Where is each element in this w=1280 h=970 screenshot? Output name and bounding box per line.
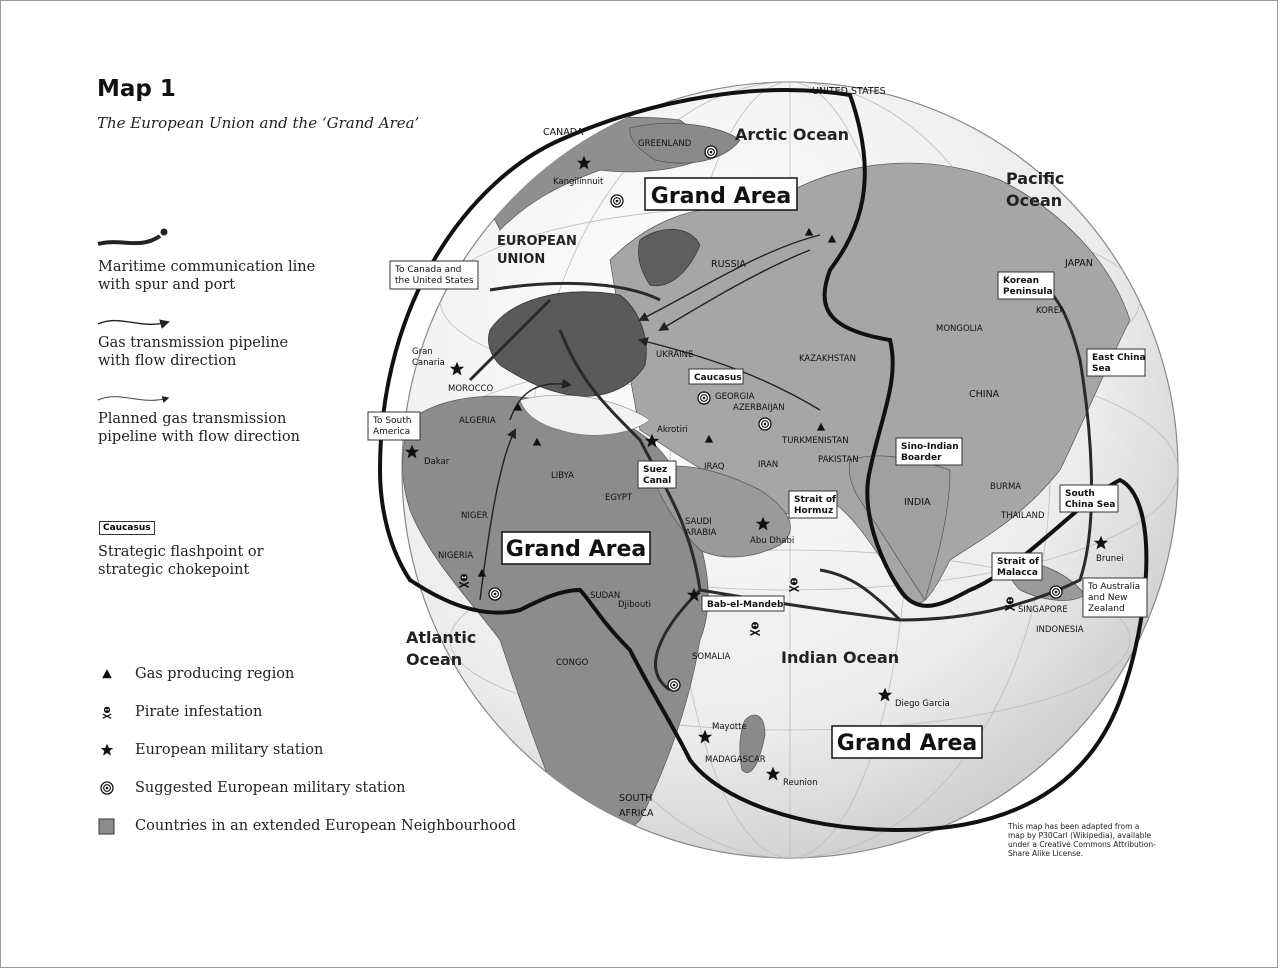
box-south-china-1: South (1065, 489, 1095, 499)
legend-suggested: Suggested European military station (135, 780, 406, 796)
place-congo: CONGO (556, 658, 589, 668)
place-dakar: Dakar (424, 457, 450, 467)
legend-planned-line1: Planned gas transmission (98, 411, 287, 427)
box-south-china-2: China Sea (1065, 500, 1116, 510)
box-korean-2: Peninsula (1003, 287, 1053, 297)
place-greenland: GREENLAND (638, 139, 692, 149)
place-south-africa-2: AFRICA (619, 808, 654, 819)
box-sino-indian-1: Sino-Indian (901, 442, 959, 452)
legend-gas-line1: Gas transmission pipeline (98, 335, 289, 351)
place-sudan: SUDAN (590, 591, 621, 601)
place-iraq: IRAQ (704, 462, 725, 472)
place-algeria: ALGERIA (459, 416, 496, 426)
place-kazakhstan: KAZAKHSTAN (799, 354, 856, 364)
target-icon (668, 679, 680, 691)
legend-triangle-icon (102, 669, 112, 678)
place-china: CHINA (969, 389, 1000, 400)
box-to-south-america-2: America (373, 427, 411, 437)
box-malacca-2: Malacca (997, 568, 1038, 578)
box-to-south-america-1: To South (373, 416, 412, 426)
target-icon (698, 392, 710, 404)
place-japan: JAPAN (1065, 258, 1093, 269)
legend-planned-line2: pipeline with flow direction (98, 429, 300, 445)
place-kangilinnuit: Kangilinnuit (553, 177, 604, 187)
place-azerbaijan: AZERBAIJAN (733, 403, 785, 413)
target-icon (1050, 586, 1062, 598)
legend-flashpoint-box: Caucasus (99, 521, 155, 535)
box-suez-1: Suez (643, 465, 668, 475)
legend-neighbourhood-swatch (99, 819, 114, 834)
box-to-canada-2: the United States (395, 276, 474, 286)
target-icon (759, 418, 771, 430)
place-nigeria: NIGERIA (438, 551, 474, 561)
map-title: Map 1 (97, 76, 176, 102)
box-east-china-2: Sea (1092, 364, 1111, 374)
box-east-china-1: East China (1092, 353, 1146, 363)
place-thailand: THAILAND (1001, 511, 1045, 521)
box-to-australia-1: To Australia (1088, 582, 1141, 592)
atlantic-ocean-label-1: Atlantic (406, 628, 477, 647)
place-morocco: MOROCCO (448, 384, 494, 394)
box-hormuz-1: Strait of (794, 495, 836, 505)
indian-ocean-label: Indian Ocean (781, 648, 900, 667)
place-us: UNITED STATES (812, 86, 886, 97)
legend-flash-line2: strategic chokepoint (98, 562, 250, 578)
place-diego-garcia: Diego Garcia (895, 699, 950, 709)
box-to-canada-1: To Canada and (395, 265, 462, 275)
place-mongolia: MONGOLIA (936, 324, 983, 334)
place-canada: CANADA (543, 127, 584, 138)
target-icon (489, 588, 501, 600)
legend-symbols (98, 229, 168, 835)
place-korea: KOREA (1036, 306, 1065, 316)
place-akrotiri: Akrotiri (657, 425, 688, 435)
target-icon (705, 146, 717, 158)
grand-area-label-africa: Grand Area (505, 537, 647, 562)
target-icon (611, 195, 623, 207)
place-mayotte: Mayotte (712, 722, 747, 732)
legend-station: European military station (135, 742, 324, 758)
box-malacca-1: Strait of (997, 557, 1039, 567)
pacific-ocean-label-1: Pacific (1006, 169, 1065, 188)
credit-note: This map has been adapted from a map by P30Carl (Wikipedia), available under a Creative Commons Attribution-Share Alike License. (1008, 822, 1156, 858)
legend-skull-icon (103, 707, 111, 719)
legend-star-icon (101, 744, 114, 756)
place-brunei: Brunei (1096, 554, 1124, 564)
place-saudi-2: ARABIA (685, 528, 717, 538)
place-saudi-1: SAUDI (685, 517, 712, 527)
place-india: INDIA (904, 497, 931, 508)
legend-maritime-line1: Maritime communication line (98, 259, 316, 275)
legend-pirate: Pirate infestation (135, 704, 263, 720)
legend-gas-region: Gas producing region (135, 666, 295, 682)
place-iran: IRAN (758, 460, 779, 470)
box-caucasus: Caucasus (694, 373, 742, 383)
place-libya: LIBYA (551, 471, 574, 481)
place-georgia: GEORGIA (715, 392, 755, 402)
place-turkmenistan: TURKMENISTAN (782, 436, 849, 446)
grand-area-label-north: Grand Area (650, 184, 792, 209)
place-abu-dhabi: Abu Dhabi (750, 536, 795, 546)
place-south-africa-1: SOUTH (619, 793, 653, 804)
box-to-australia-2: and New (1088, 593, 1128, 603)
place-reunion: Reunion (783, 778, 818, 788)
eu-label-2: UNION (497, 252, 546, 267)
pacific-ocean-label-2: Ocean (1006, 191, 1063, 210)
place-burma: BURMA (990, 482, 1022, 492)
place-djibouti: Djibouti (618, 600, 651, 610)
place-niger: NIGER (461, 511, 488, 521)
arctic-ocean-label: Arctic Ocean (734, 125, 850, 144)
grand-area-label-indian: Grand Area (836, 731, 978, 756)
box-to-australia-3: Zealand (1088, 604, 1125, 614)
box-suez-2: Canal (643, 476, 672, 486)
legend-gas-line2: with flow direction (98, 353, 237, 369)
place-gran-canaria-1: Gran (412, 347, 433, 357)
legend-neighbourhood: Countries in an extended European Neighbourhood (135, 818, 516, 834)
place-singapore: SINGAPORE (1018, 605, 1068, 615)
place-somalia: SOMALIA (692, 652, 731, 662)
place-indonesia: INDONESIA (1036, 625, 1084, 635)
atlantic-ocean-label-2: Ocean (406, 650, 463, 669)
box-korean-1: Korean (1003, 276, 1040, 286)
legend-target-icon (101, 782, 113, 794)
map-subtitle: The European Union and the ‘Grand Area’ (97, 114, 420, 132)
place-egypt: EGYPT (605, 493, 633, 503)
box-hormuz-2: Hormuz (794, 506, 834, 516)
place-pakistan: PAKISTAN (818, 455, 859, 465)
place-russia: RUSSIA (711, 259, 746, 270)
legend-flash-line1: Strategic flashpoint or (98, 544, 264, 560)
place-madagascar: MADAGASCAR (705, 755, 766, 765)
place-ukraine: UKRAINE (656, 350, 694, 360)
box-sino-indian-2: Boarder (901, 453, 942, 463)
eu-label-1: EUROPEAN (497, 234, 577, 249)
place-gran-canaria-2: Canaria (412, 358, 445, 368)
box-bab-el-mandeb: Bab-el-Mandeb (707, 600, 784, 610)
legend-maritime-line2: with spur and port (98, 277, 236, 293)
